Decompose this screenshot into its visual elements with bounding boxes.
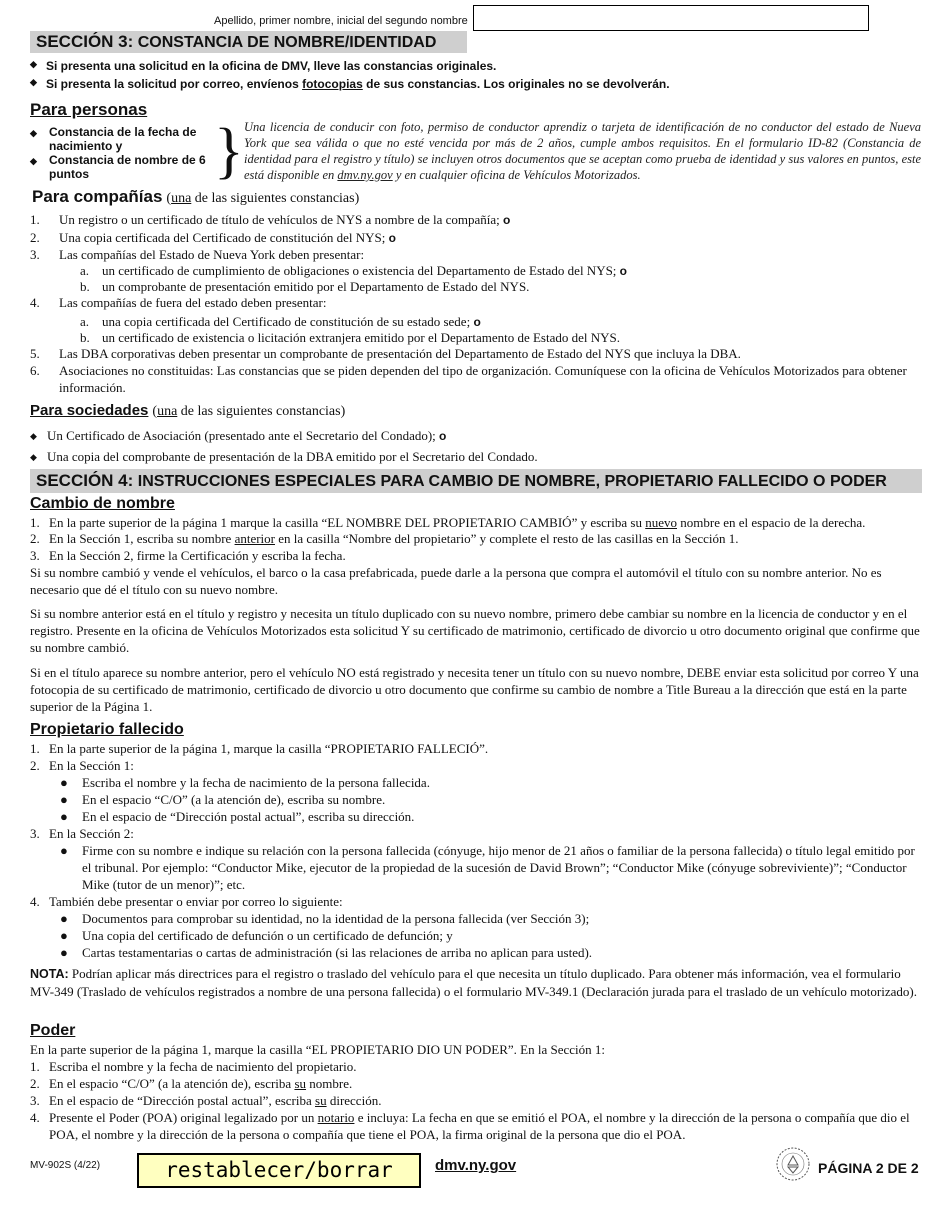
companias-heading: Para compañías (una de las siguientes constancias) <box>32 187 360 206</box>
companias-item-3b: b. un comprobante de presentación emitido por el Departamento de Estado del NYS. <box>80 279 530 294</box>
diamond-bullet-icon: ◆ <box>30 156 37 166</box>
companias-item-4b: b. un certificado de existencia o licitación extranjera emitido por el Departamento de Estado del NYS. <box>80 330 621 345</box>
diamond-bullet-icon: ◆ <box>30 452 37 462</box>
companias-item-3: 3. Las compañías del Estado de Nueva York deben presentar: <box>30 247 365 262</box>
fallecido-item-2: 2. En la Sección 1: <box>30 758 134 773</box>
name-input[interactable] <box>473 5 869 31</box>
companias-item-5: 5. Las DBA corporativas deben presentar un comprobante de presentación del Departamento de Estado del NYS que incluya la DBA. <box>30 346 741 361</box>
fallecido-item-4-bullet-3: ● Cartas testamentarias o cartas de administración (si las relaciones de arriba no aplican para usted). <box>60 945 593 960</box>
sociedades-item-2: ◆ Una copia del comprobante de presentación de la DBA emitido por el Secretario del Condado. <box>30 449 538 464</box>
brace-divider: } <box>214 117 244 185</box>
nota-paragraph: NOTA: Podrían aplicar más directrices para el registro o traslado del vehículo para el que necesita un título duplicado. Para obtener más información, vea el formulario MV-349 (Traslado de vehículos registrados a nombre de una persona fallecida) o el formulario MV-349.1 (Declaración jurada para el traslado de un vehículo motorizado). <box>30 966 917 999</box>
cambio-item-2: 2. En la Sección 1, escriba su nombre anterior en la casilla “Nombre del propietario” y complete el resto de las casillas en la Sección 1. <box>30 531 739 546</box>
recycle-seal-icon <box>776 1147 810 1181</box>
reset-clear-button[interactable]: restablecer/borrar <box>137 1153 421 1188</box>
personas-item-2: ◆ Constancia de nombre de 6 puntos <box>30 153 206 181</box>
fallecido-item-2-bullet-2: ● En el espacio “C/O” (a la atención de), escriba su nombre. <box>60 792 386 807</box>
sociedades-item-1: ◆ Un Certificado de Asociación (presentado ante el Secretario del Condado); o <box>30 428 447 443</box>
fallecido-item-2-bullet-1: ● Escriba el nombre y la fecha de nacimiento de la persona fallecida. <box>60 775 430 790</box>
companias-item-3a: a. un certificado de cumplimiento de obligaciones o existencia del Departamento de Estado del NYS; o <box>80 263 628 278</box>
companias-item-1: 1. Un registro o un certificado de título de vehículos de NYS a nombre de la compañía; o <box>30 212 511 227</box>
section3-bullet-1: ◆ Si presenta una solicitud en la oficina de DMV, lleve las constancias originales. <box>30 59 497 73</box>
diamond-bullet-icon: ◆ <box>30 77 37 87</box>
poder-item-4: 4. Presente el Poder (POA) original legalizado por un notario e incluya: La fecha en que se emitió el POA, el nombre y la dirección de la persona o compañía que dio el POA, el nombre y la dirección de la persona o compañía que tiene el POA, la firma original de la persona que dio el POA. <box>30 1110 910 1142</box>
cambio-para-1: Si su nombre cambió y vende el vehículos, el barco o la casa prefabricada, puede darle a la persona que compra el automóvil el título con su nombre anterior. No es necesario que dé el título con su nuevo nombre. <box>30 565 882 597</box>
diamond-bullet-icon: ◆ <box>30 431 37 441</box>
personas-note: Una licencia de conducir con foto, permiso de conductor aprendiz o tarjeta de identificación de no conductor del estado de Nueva York que sea válida o que no esté vencida por más de 2 años, cumple ambos requisitos. En el formulario ID-82 (Constancia de identidad para el registro y título) se incluyen otros documentos que se aceptan como prueba de identidad y sus valores en puntos, este está disponible en dmv.ny.gov y en cualquier oficina de Vehículos Motorizados. <box>244 120 921 182</box>
companias-item-4: 4. Las compañías de fuera del estado deben presentar: <box>30 295 327 310</box>
sociedades-heading: Para sociedades (una de las siguientes constancias) <box>30 402 346 419</box>
cambio-heading: Cambio de nombre <box>30 495 175 512</box>
cambio-item-1: 1. En la parte superior de la página 1 marque la casilla “EL NOMBRE DEL PROPIETARIO CAMBIÓ” y escriba su nuevo nombre en el espacio de la derecha. <box>30 515 866 530</box>
fallecido-item-4-bullet-2: ● Una copia del certificado de defunción o un certificado de defunción; y <box>60 928 453 943</box>
fallecido-item-4: 4. También debe presentar o enviar por correo lo siguiente: <box>30 894 343 909</box>
companias-item-6: 6. Asociaciones no constituidas: Las constancias que se piden dependen del tipo de organización. Comuníquese con la oficina de Vehículos Motorizados para obtener información. <box>30 363 907 395</box>
dmv-link[interactable]: dmv.ny.gov <box>337 168 393 182</box>
fallecido-item-4-bullet-1: ● Documentos para comprobar su identidad, no la identidad de la persona fallecida (ver Sección 3); <box>60 911 590 926</box>
poder-intro: En la parte superior de la página 1, marque la casilla “EL PROPIETARIO DIO UN PODER”. En la Sección 1: <box>30 1042 606 1057</box>
section4-title: SECCIÓN 4: INSTRUCCIONES ESPECIALES PARA CAMBIO DE NOMBRE, PROPIETARIO FALLECIDO O PODER <box>30 469 922 493</box>
fallecido-item-2-bullet-3: ● En el espacio de “Dirección postal actual”, escriba su dirección. <box>60 809 415 824</box>
fallecido-heading: Propietario fallecido <box>30 721 184 738</box>
poder-item-2: 2. En el espacio “C/O” (a la atención de), escriba su nombre. <box>30 1076 353 1091</box>
fallecido-item-3: 3. En la Sección 2: <box>30 826 134 841</box>
section3-title: SECCIÓN 3: CONSTANCIA DE NOMBRE/IDENTIDAD <box>30 31 467 53</box>
companias-item-4a: a. una copia certificada del Certificado de constitución de su estado sede; o <box>80 314 481 329</box>
companias-item-2: 2. Una copia certificada del Certificado de constitución del NYS; o <box>30 230 396 245</box>
fallecido-item-3-bullet: ● Firme con su nombre e indique su relación con la persona fallecida (cónyuge, hijo menor de 21 años o familiar de la persona fallecida) o título legal emitido por el tribunal. Por ejemplo: “Conductor Mike, ejecutor de la propiedad de la sucesión de David Brown”; “Conductor Mike (cónyuge sobreviviente)”; “Conductor Mike (tutor de un menor)”; etc. <box>60 843 915 892</box>
page-number: PÁGINA 2 DE 2 <box>818 1160 919 1176</box>
cambio-item-3: 3. En la Sección 2, firme la Certificación y escriba la fecha. <box>30 548 346 563</box>
name-field-label: Apellido, primer nombre, inicial del segundo nombre <box>214 15 468 27</box>
personas-heading: Para personas <box>30 100 148 119</box>
poder-item-3: 3. En el espacio de “Dirección postal actual”, escriba su dirección. <box>30 1093 382 1108</box>
personas-item-1: ◆ Constancia de la fecha de nacimiento y <box>30 125 197 153</box>
form-code: MV-902S (4/22) <box>30 1160 101 1171</box>
diamond-bullet-icon: ◆ <box>30 59 37 69</box>
fallecido-item-1: 1. En la parte superior de la página 1, marque la casilla “PROPIETARIO FALLECIÓ”. <box>30 741 489 756</box>
cambio-para-3: Si en el título aparece su nombre anterior, pero el vehículo NO está registrado y necesita tener un título con su nuevo nombre, DEBE enviar esta solicitud por correo Y una fotocopia de su certificado de matrimonio, certificado de divorcio u otro documento que confirme su cambio de nombre a Title Bureau a la dirección que está en la parte superior de la Página 1. <box>30 665 919 714</box>
section3-bullet-2: ◆ Si presenta la solicitud por correo, envíenos fotocopias de sus constancias. Los originales no se devolverán. <box>30 77 670 91</box>
poder-heading: Poder <box>30 1022 76 1039</box>
diamond-bullet-icon: ◆ <box>30 128 37 138</box>
footer-site-link[interactable]: dmv.ny.gov <box>435 1157 517 1174</box>
poder-item-1: 1. Escriba el nombre y la fecha de nacimiento del propietario. <box>30 1059 357 1074</box>
cambio-para-2: Si su nombre anterior está en el título y registro y necesita un título duplicado con su nuevo nombre, primero debe cambiar su nombre en la licencia de conductor y en el registro. Presente en la oficina de Vehículos Motorizados esta solicitud Y su certificado de matrimonio, certificado de divorcio u otro documento original que confirme que su nombre cambió. <box>30 606 920 655</box>
